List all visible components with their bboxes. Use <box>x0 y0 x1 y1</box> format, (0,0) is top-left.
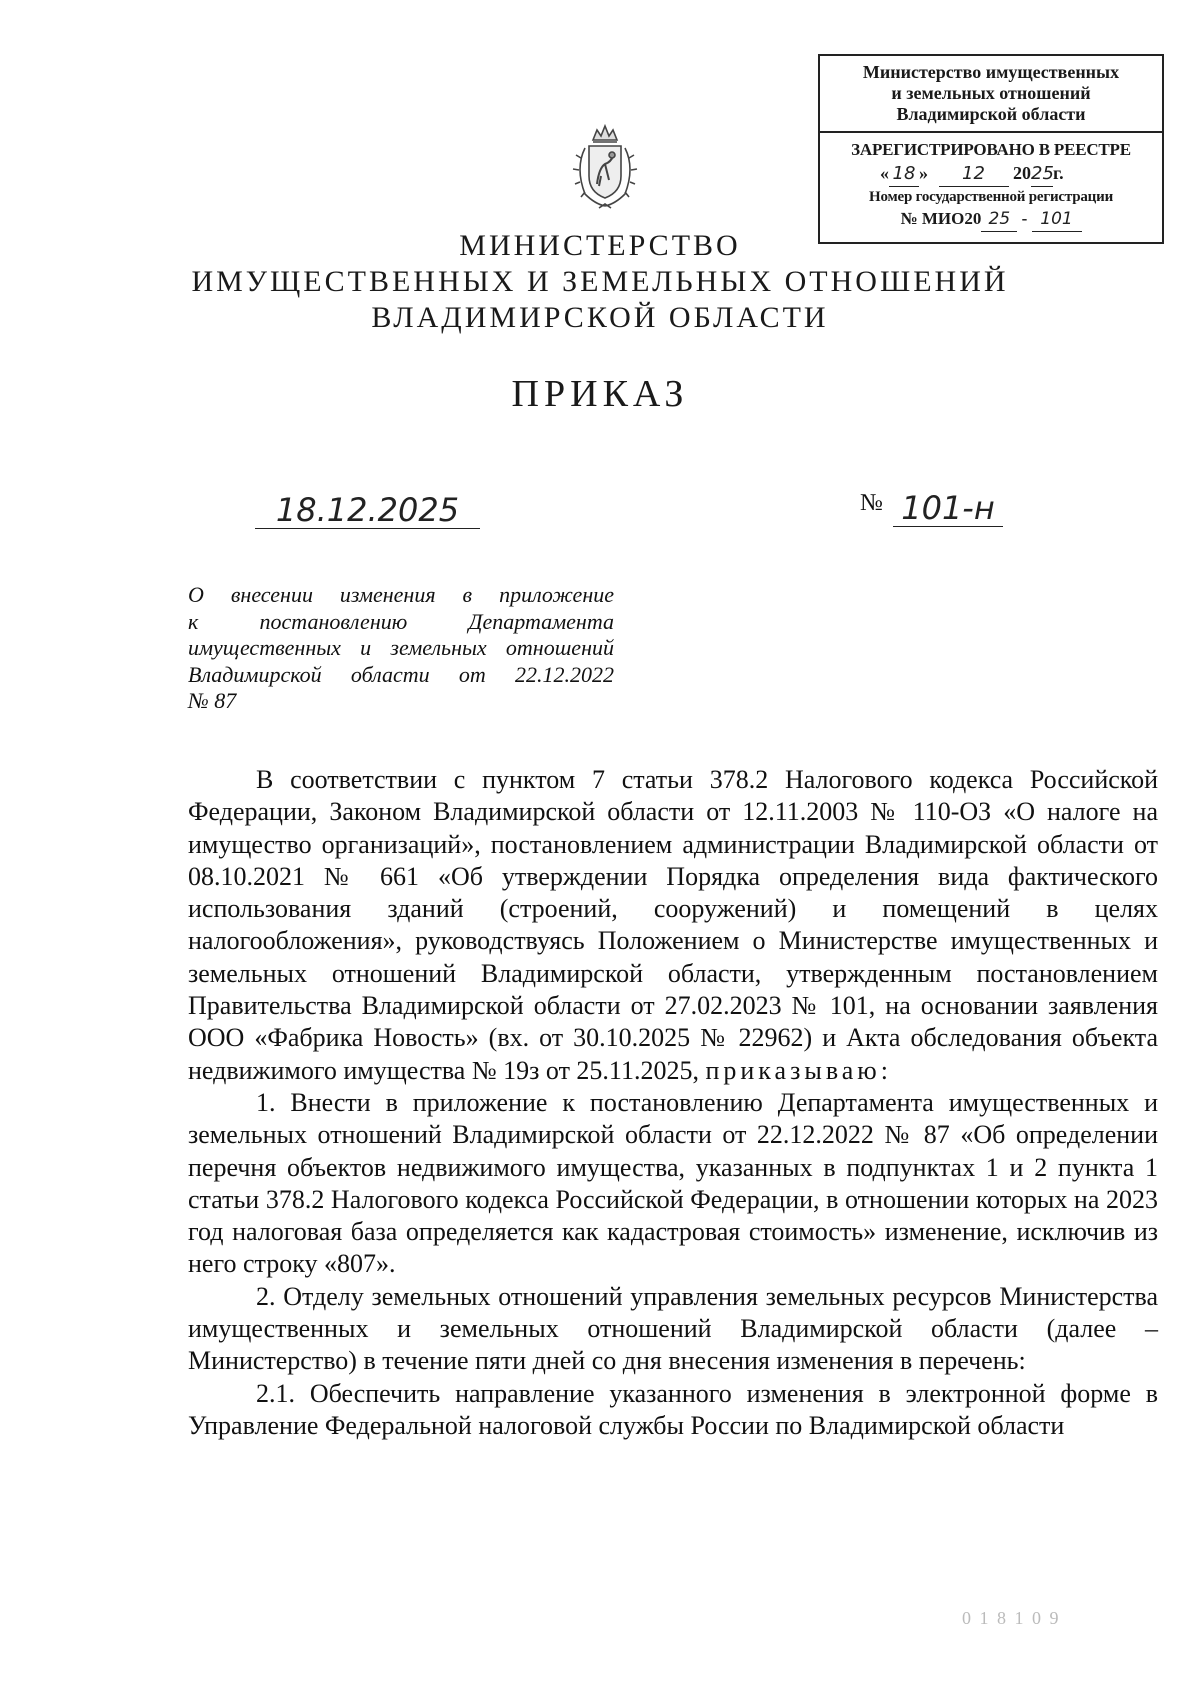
ministry-title-line-2: ИМУЩЕСТВЕННЫХ И ЗЕМЕЛЬНЫХ ОТНОШЕНИЙ <box>191 265 1009 298</box>
order-subject: О внесении изменения в приложение к постановлению Департамента имущественных и земельных отношений Владимирской области от 22.12.2022 № 87 <box>188 582 614 713</box>
body-paragraph-preamble: В соответствии с пунктом 7 статьи 378.2 Налогового кодекса Российской Федерации, Законом Владимирской области от 12.11.2003 № 110-ОЗ «О налоге на имущество организаций», постановлением администрации Владимирской области от 08.10.2021 № 661 «Об утверждении Порядка определения вида фактического использования зданий (строений, сооружений) и помещений в целях налогообложения», руководствуясь Положением о Министерстве имущественных и земельных отношений Владимирской области, утвержденным постановлением Правительства Владимирской области от 27.02.2023 № 101, на основании заявления ООО «Фабрика Новость» (вх. от 30.10.2025 № 22962) и Акта обследования объекта недвижимого имущества № 19з от 25.11.2025, приказываю: <box>188 765 1158 1085</box>
registration-stamp <box>818 54 1164 244</box>
stamp-date-month: 12 <box>939 162 1009 187</box>
order-number-label: № <box>860 490 883 516</box>
document-type: ПРИКАЗ <box>511 373 689 415</box>
stamp-date: « 18 » 12 2025г. <box>820 161 1162 187</box>
stamp-date-year: 25 <box>1031 162 1053 187</box>
stamp-organization: Министерство имущественных и земельных отношений Владимирской области <box>862 62 1120 124</box>
order-number: 101-н <box>893 486 1003 527</box>
stamp-registered-label: ЗАРЕГИСТРИРОВАНО В РЕЕСТРЕ <box>851 140 1131 159</box>
order-body <box>188 764 1158 1442</box>
order-word: приказываю: <box>705 1055 892 1085</box>
stamp-reg-year: 25 <box>981 207 1017 232</box>
body-paragraph-2-1: 2.1. Обеспечить направление указанного изменения в электронной форме в Управление Федеральной налоговой службы России по Владимирской области <box>188 1378 1158 1440</box>
footer-mark: 0 1 8 1 0 9 <box>962 1608 1061 1628</box>
stamp-reg-number-label: Номер государственной регистрации <box>868 189 1114 205</box>
body-paragraph-1: 1. Внести в приложение к постановлению Департамента имущественных и земельных отношений Владимирской области от 22.12.2022 № 87 «Об определении перечня объектов недвижимого имущества, указанных в подпунктах 1 и 2 пункта 1 статьи 378.2 Налогового кодекса Российской Федерации, в отношении которых на 2023 год налоговая база определяется как кадастровая стоимость» изменение, исключив из него строку «807». <box>188 1087 1158 1279</box>
ministry-title-line-1: МИНИСТЕРСТВО <box>459 229 741 262</box>
stamp-reg-number: № МИО20 25 - 101 <box>820 207 1162 232</box>
stamp-date-day: 18 <box>889 162 919 187</box>
body-paragraph-2: 2. Отделу земельных отношений управления земельных ресурсов Министерства имущественных и земельных отношений Владимирской области (далее – Министерство) в течение пяти дней со дня внесения изменения в перечень: <box>188 1281 1158 1376</box>
ministry-title-line-3: ВЛАДИМИРСКОЙ ОБЛАСТИ <box>371 301 829 334</box>
coat-of-arms-icon <box>555 118 655 218</box>
order-date: 18.12.2025 <box>255 488 480 529</box>
stamp-reg-value: 101 <box>1032 207 1082 232</box>
